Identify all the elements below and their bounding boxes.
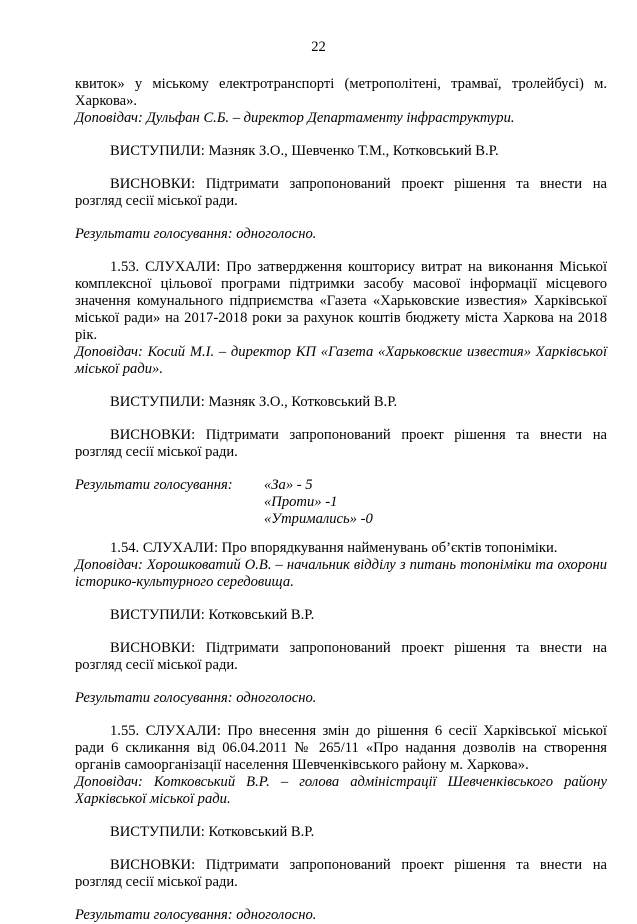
item-55-spoke: ВИСТУПИЛИ: Котковський В.Р. <box>110 824 315 840</box>
item-55-speaker: Доповідач: Котковський В.Р. – голова адміністрації Шевченківського району Харківської міської ради. <box>75 774 607 807</box>
item-54-spoke: ВИСТУПИЛИ: Котковський В.Р. <box>110 607 315 623</box>
vote-for: «За» - 5 <box>264 477 313 493</box>
item-53-result-label: Результати голосування: <box>75 477 233 493</box>
document-body <box>75 76 607 924</box>
item-53-heard: 1.53. СЛУХАЛИ: Про затвердження кошторису витрат на виконання Міської комплексної цільової програми підтримки засобу масової інформації місцевого значення комунального підприємства «Газета «Харьковские известия» Харківської міської ради» на 2017-2018 роки за рахунок коштів бюджету міста Харкова на 2018 рік. <box>75 259 607 343</box>
page-number: 22 <box>311 39 326 55</box>
vote-abstain: «Утримались» -0 <box>264 511 373 527</box>
item-54-result: Результати голосування: одноголосно. <box>75 690 317 706</box>
item-53-votes <box>75 477 607 528</box>
item-0-conclusion: ВИСНОВКИ: Підтримати запропонований проект рішення та внести на розгляд сесії міської ради. <box>75 176 607 209</box>
vote-list <box>264 477 373 528</box>
item-55-conclusion: ВИСНОВКИ: Підтримати запропонований проект рішення та внести на розгляд сесії міської ради. <box>75 857 607 890</box>
item-55-heard: 1.55. СЛУХАЛИ: Про внесення змін до рішення 6 сесії Харківської міської ради 6 скликання від 06.04.2011 № 265/11 «Про надання дозволів на створення органів самоорганізації населення Шевченківського району м. Харкова». <box>75 723 607 773</box>
item-53-spoke: ВИСТУПИЛИ: Мазняк З.О., Котковський В.Р. <box>110 394 398 410</box>
item-54-conclusion: ВИСНОВКИ: Підтримати запропонований проект рішення та внести на розгляд сесії міської ради. <box>75 640 607 673</box>
item-0-spoke: ВИСТУПИЛИ: Мазняк З.О., Шевченко Т.М., Котковський В.Р. <box>110 143 499 159</box>
item-54-heard: 1.54. СЛУХАЛИ: Про впорядкування найменувань об’єктів топоніміки. <box>110 540 558 556</box>
item-53-conclusion: ВИСНОВКИ: Підтримати запропонований проект рішення та внести на розгляд сесії міської ради. <box>75 427 607 460</box>
item-0-result: Результати голосування: одноголосно. <box>75 226 317 242</box>
item-53-speaker: Доповідач: Косий М.І. – директор КП «Газета «Харьковские известия» Харківської міської ради». <box>75 344 607 377</box>
item-54-speaker: Доповідач: Хорошковатий О.В. – начальник відділу з питань топоніміки та охорони історико-культурного середовища. <box>75 557 607 590</box>
item-55-result: Результати голосування: одноголосно. <box>75 907 317 923</box>
vote-against: «Проти» -1 <box>264 494 338 510</box>
intro-speaker: Доповідач: Дульфан С.Б. – директор Департаменту інфраструктури. <box>75 110 515 126</box>
intro-text: квиток» у міському електротранспорті (метрополітені, трамваї, тролейбусі) м. Харкова». <box>75 76 607 109</box>
